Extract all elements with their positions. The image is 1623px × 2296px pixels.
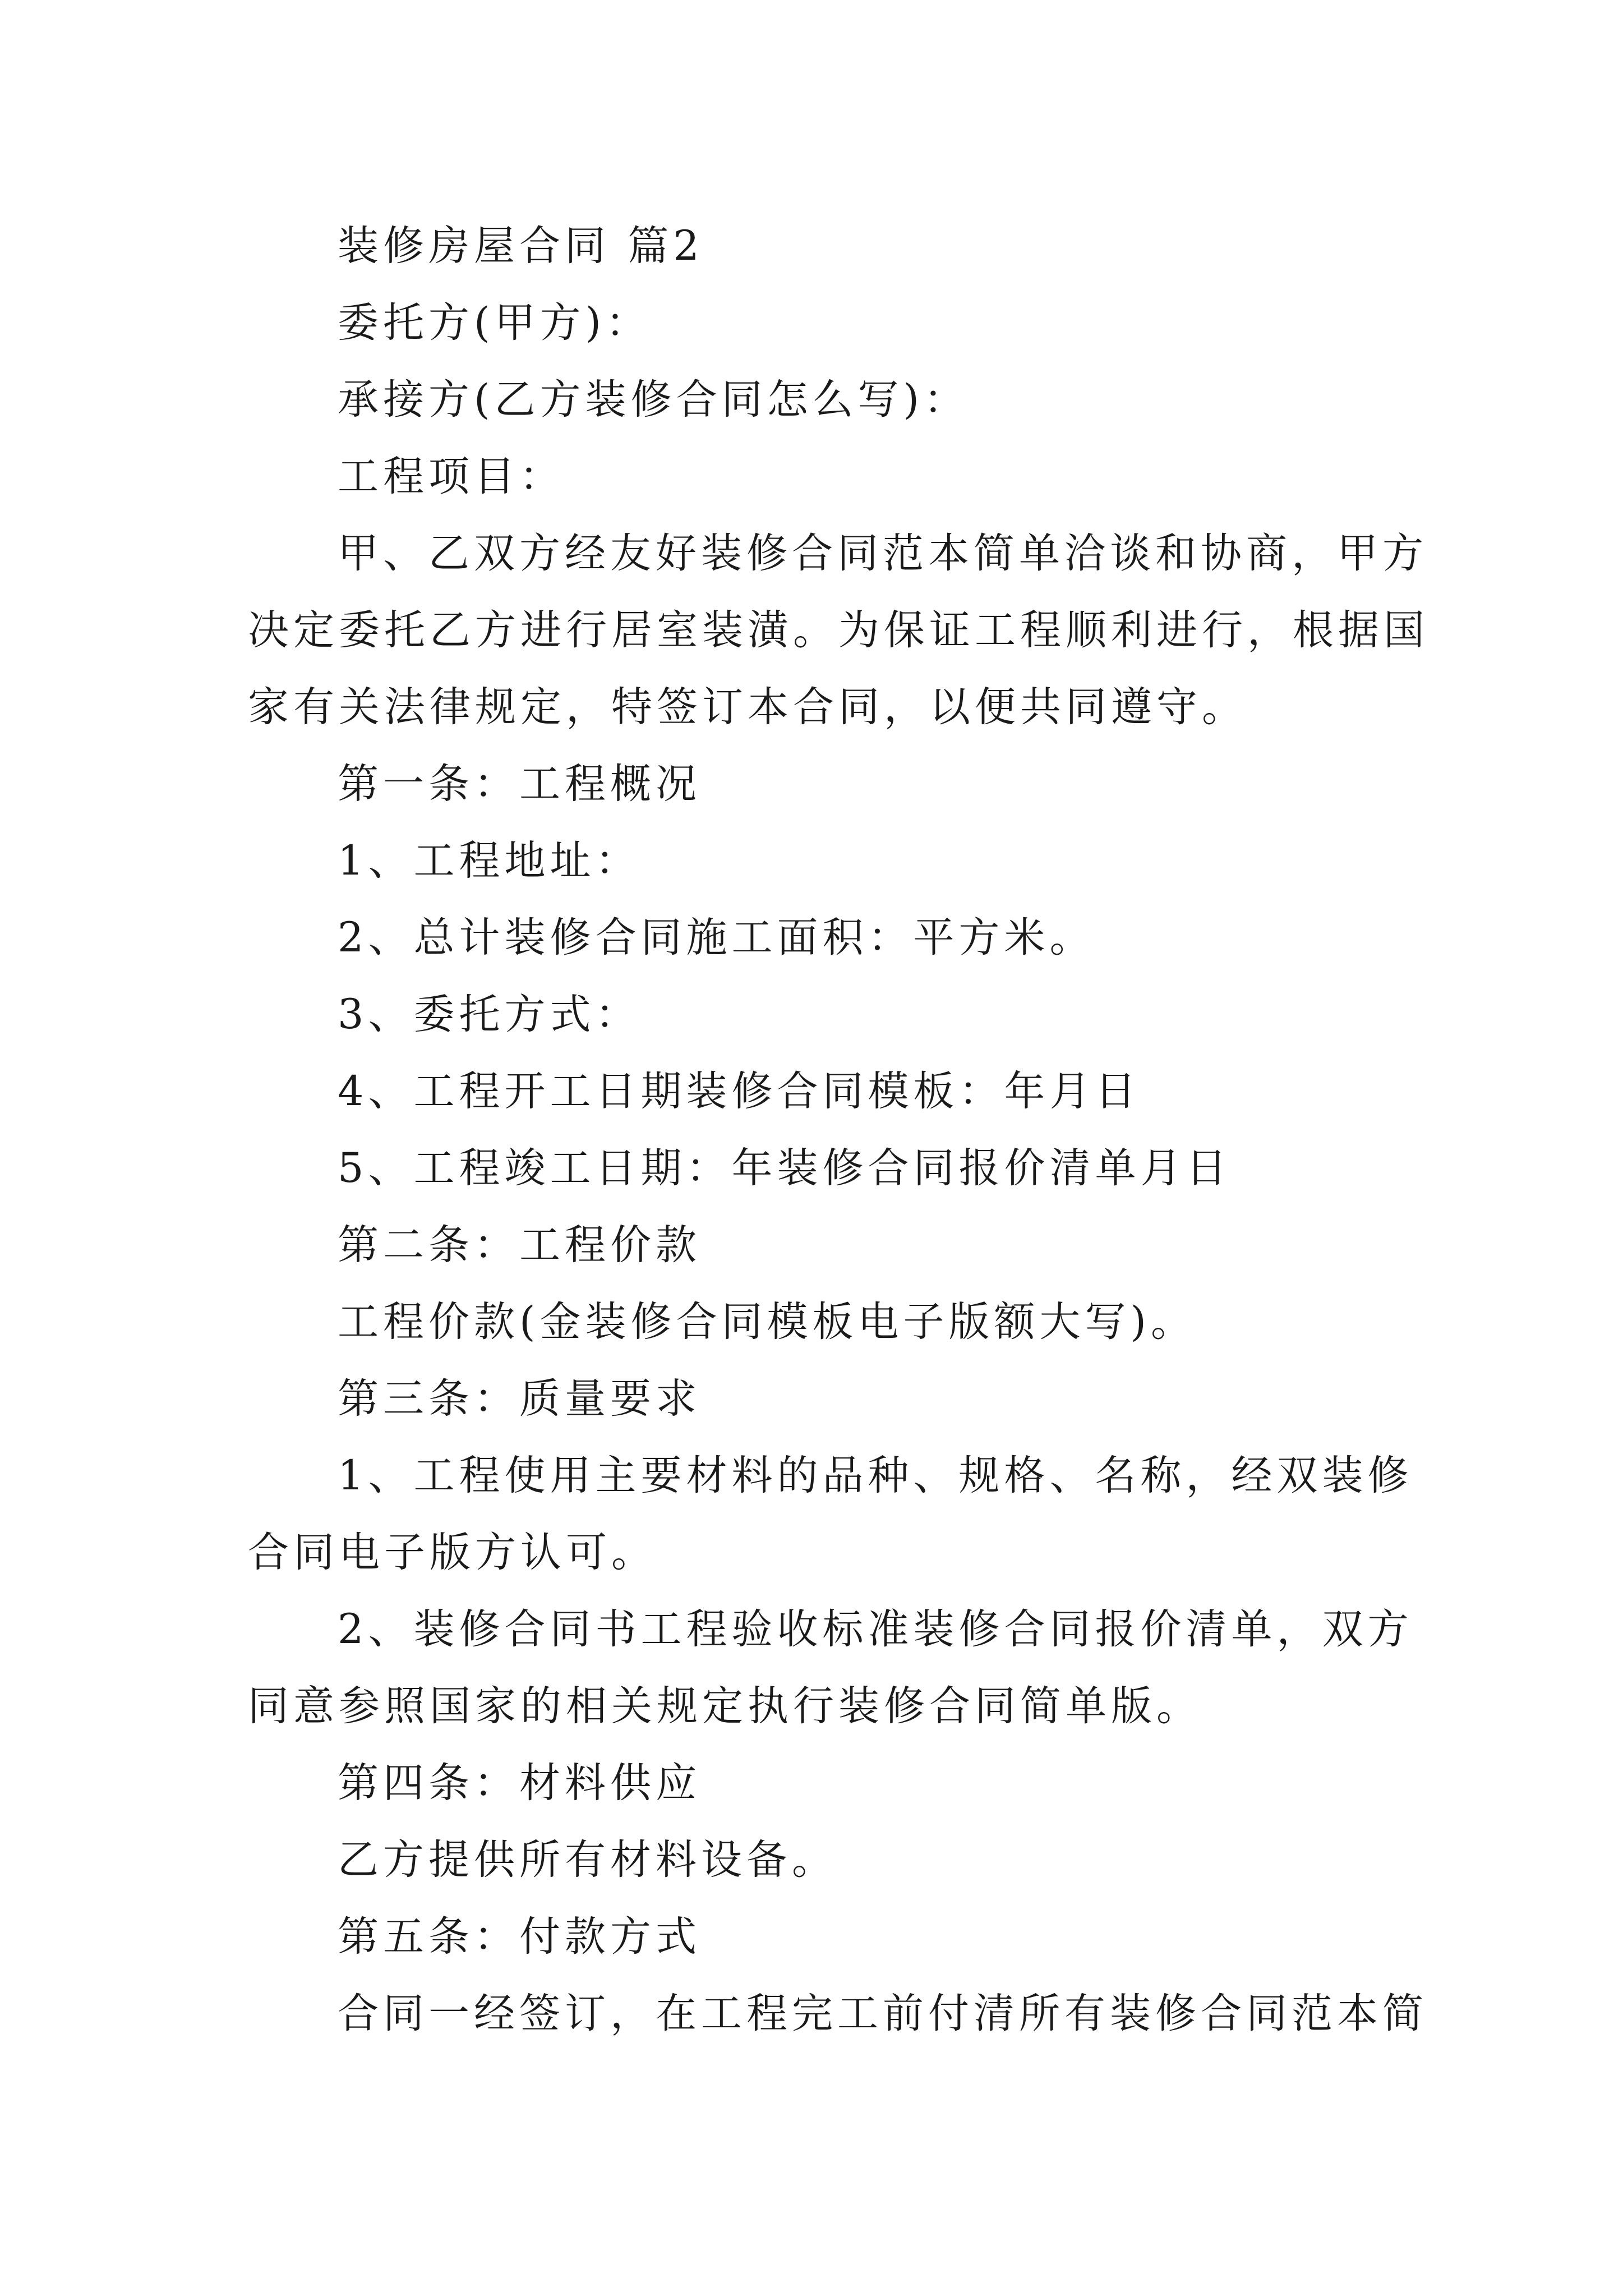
article-heading: 第一条：工程概况: [338, 760, 701, 808]
clause-line: 合同一经签订，在工程完工前付清所有装修合同范本简: [338, 1990, 1428, 2037]
contractor-party-line: 承接方(乙方装修合同怎么写)：: [338, 376, 969, 424]
contract-body: [248, 208, 1429, 2052]
article-heading: 第四条：材料供应: [338, 1759, 701, 1807]
clause-line: 3、委托方式：: [338, 991, 641, 1038]
article-heading: 第三条：质量要求: [338, 1375, 701, 1423]
article-heading: 第五条：付款方式: [338, 1913, 701, 1961]
clause-line: 1、工程地址：: [338, 837, 641, 885]
clause-line: 2、装修合同书工程验收标准装修合同报价清单，双方: [338, 1605, 1413, 1653]
project-line: 工程项目：: [338, 453, 565, 500]
clause-line: 同意参照国家的相关规定执行装修合同简单版。: [248, 1682, 1202, 1730]
clause-line: 工程价款(金装修合同模板电子版额大写)。: [338, 1298, 1196, 1346]
clause-line: 4、工程开工日期装修合同模板：年月日: [338, 1068, 1141, 1115]
clause-line: 5、工程竣工日期：年装修合同报价清单月日: [338, 1144, 1232, 1192]
clause-line: 1、工程使用主要材料的品种、规格、名称，经双装修: [338, 1452, 1413, 1499]
section-title: 装修房屋合同 篇2: [338, 222, 704, 270]
preamble-line: 决定委托乙方进行居室装潢。为保证工程顺利进行，根据国: [248, 606, 1429, 654]
preamble-line: 家有关法律规定，特签订本合同，以便共同遵守。: [248, 683, 1247, 731]
preamble-line: 甲、乙双方经友好装修合同范本简单洽谈和协商，甲方: [338, 530, 1428, 577]
clause-line: 合同电子版方认可。: [248, 1529, 657, 1576]
clause-line: 2、总计装修合同施工面积：平方米。: [338, 914, 1095, 961]
article-heading: 第二条：工程价款: [338, 1221, 701, 1269]
client-party-line: 委托方(甲方)：: [338, 299, 651, 347]
clause-line: 乙方提供所有材料设备。: [338, 1836, 837, 1884]
